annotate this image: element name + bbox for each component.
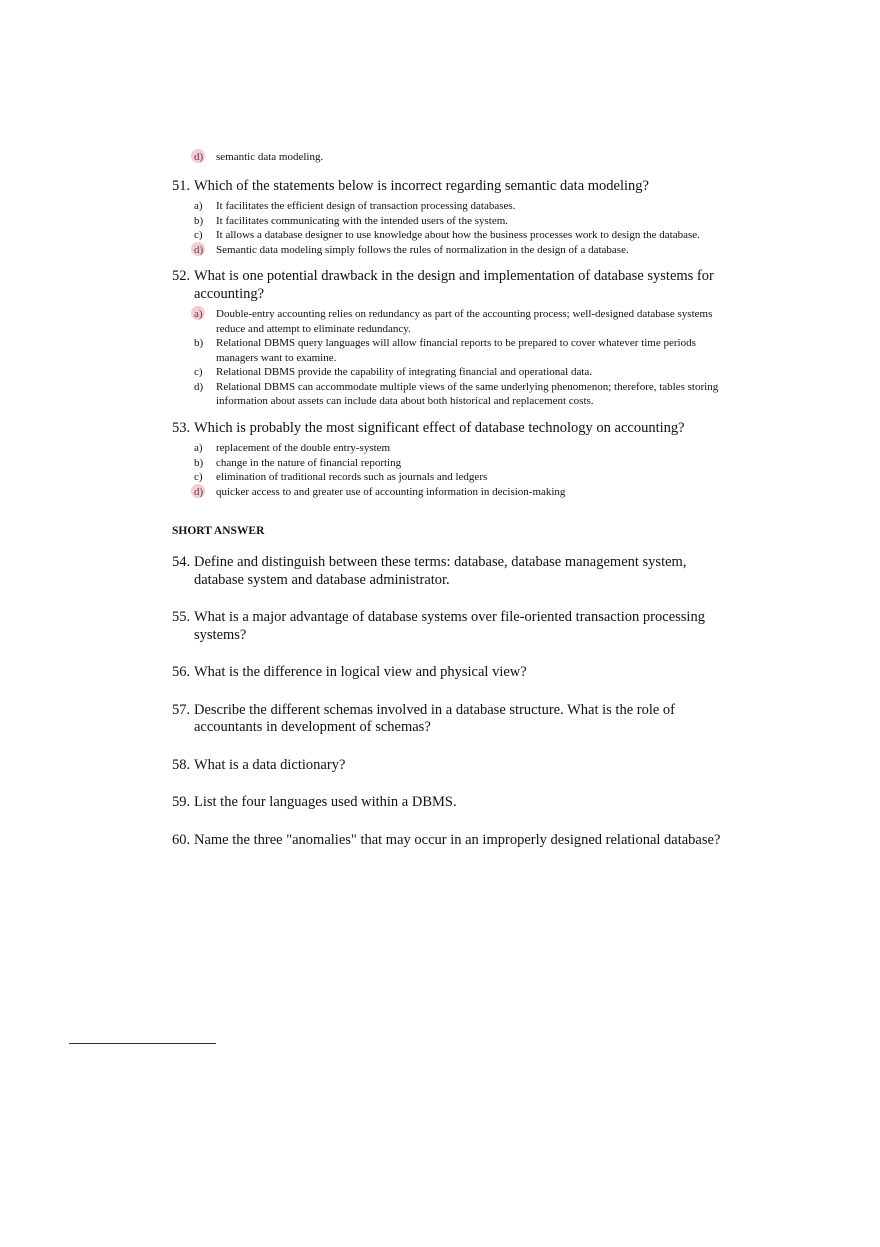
question-number: 51. <box>172 177 191 194</box>
option-letter: d) <box>194 380 204 393</box>
option-text: replacement of the double entry-system <box>216 442 391 454</box>
short-answer-58 <box>172 757 732 775</box>
question-stem <box>172 832 732 850</box>
question-stem <box>172 554 732 589</box>
option-letter: a) <box>194 442 203 454</box>
question-number: 58. <box>172 756 191 773</box>
option-51-b <box>172 214 732 229</box>
footnote-rule <box>69 1043 216 1044</box>
question-number: 59. <box>172 794 191 810</box>
question-stem <box>172 609 732 644</box>
short-answer-57 <box>172 702 732 737</box>
option-letter: c) <box>194 366 203 378</box>
option-text: It facilitates the efficient design of transaction processing databases. <box>216 200 516 212</box>
option-51-a <box>172 199 732 214</box>
question-text: Describe the different schemas involved in a database structure. What is the role of accountants in development of schemas? <box>194 701 676 735</box>
question-text: Name the three "anomalies" that may occur in an improperly designed relational database? <box>194 831 721 848</box>
question-number: 60. <box>172 831 191 848</box>
option-52-d <box>172 380 732 409</box>
question-number: 55. <box>172 609 191 625</box>
option-letter: b) <box>194 214 204 227</box>
question-text: Define and distinguish between these terms: database, database management system, database system and database administrator. <box>194 554 687 588</box>
page-content <box>172 150 732 849</box>
section-title-short-answer: SHORT ANSWER <box>172 525 265 537</box>
question-number: 52. <box>172 268 191 284</box>
question-stem <box>172 794 732 812</box>
option-text: Relational DBMS provide the capability of integrating financial and operational data. <box>216 366 593 378</box>
option-letter: d) <box>194 151 204 163</box>
question-stem <box>172 178 732 196</box>
option-text: Relational DBMS can accommodate multiple views of the same underlying phenomenon; therefore, tables storing information about assets can include data about both historical and replacement costs. <box>216 380 719 407</box>
option-text: Semantic data modeling simply follows the rules of normalization in the design of a database. <box>216 243 629 256</box>
option-lead-d <box>172 150 732 165</box>
option-53-c <box>172 470 732 485</box>
question-number: 53. <box>172 419 191 436</box>
option-letter: a) <box>194 308 203 320</box>
question-text: Which is probably the most significant effect of database technology on accounting? <box>194 419 685 436</box>
option-text: Double-entry accounting relies on redundancy as part of the accounting process; well-designed database systems reduce and attempt to eliminate redundancy. <box>216 308 713 335</box>
option-letter: b) <box>194 337 204 349</box>
option-letter: d) <box>194 243 204 256</box>
option-text: change in the nature of financial reporting <box>216 456 402 469</box>
option-letter: b) <box>194 456 204 469</box>
short-answer-56 <box>172 664 732 682</box>
option-text: Relational DBMS query languages will allow financial reports to be prepared to cover whatever time periods managers want to examine. <box>216 337 696 364</box>
short-answer-54 <box>172 554 732 589</box>
question-text: What is a major advantage of database systems over file-oriented transaction processing systems? <box>194 609 705 643</box>
question-52 <box>172 268 732 409</box>
option-53-a <box>172 441 732 456</box>
short-answer-60 <box>172 832 732 850</box>
question-number: 56. <box>172 664 191 680</box>
question-text: What is the difference in logical view and physical view? <box>194 664 527 680</box>
question-51 <box>172 178 732 258</box>
question-text: List the four languages used within a DBMS. <box>194 794 457 810</box>
option-53-b <box>172 456 732 471</box>
option-53-d <box>172 485 732 500</box>
short-answer-59 <box>172 794 732 812</box>
option-text: semantic data modeling. <box>216 151 324 163</box>
option-52-c <box>172 365 732 380</box>
lead-options <box>172 150 732 165</box>
options-list <box>172 199 732 257</box>
question-stem <box>172 664 732 682</box>
question-53 <box>172 420 732 500</box>
option-letter: c) <box>194 229 203 241</box>
option-letter: c) <box>194 471 203 483</box>
question-stem <box>172 757 732 775</box>
question-number: 57. <box>172 701 191 718</box>
option-52-a <box>172 307 732 336</box>
options-list <box>172 307 732 409</box>
option-letter: a) <box>194 200 203 212</box>
option-51-c <box>172 228 732 243</box>
option-text: elimination of traditional records such as journals and ledgers <box>216 471 488 483</box>
question-stem <box>172 268 732 303</box>
question-stem <box>172 420 732 438</box>
question-number: 54. <box>172 554 191 570</box>
question-text: What is one potential drawback in the design and implementation of database systems for accounting? <box>194 268 714 302</box>
option-text: It allows a database designer to use knowledge about how the business processes work to design the database. <box>216 229 700 241</box>
question-stem <box>172 702 732 737</box>
short-answer-55 <box>172 609 732 644</box>
question-text: Which of the statements below is incorrect regarding semantic data modeling? <box>194 177 649 194</box>
option-letter: d) <box>194 485 204 498</box>
options-list <box>172 441 732 499</box>
option-text: It facilitates communicating with the intended users of the system. <box>216 214 509 227</box>
option-52-b <box>172 336 732 365</box>
option-51-d <box>172 243 732 258</box>
question-text: What is a data dictionary? <box>194 756 346 773</box>
option-text: quicker access to and greater use of accounting information in decision-making <box>216 485 566 498</box>
